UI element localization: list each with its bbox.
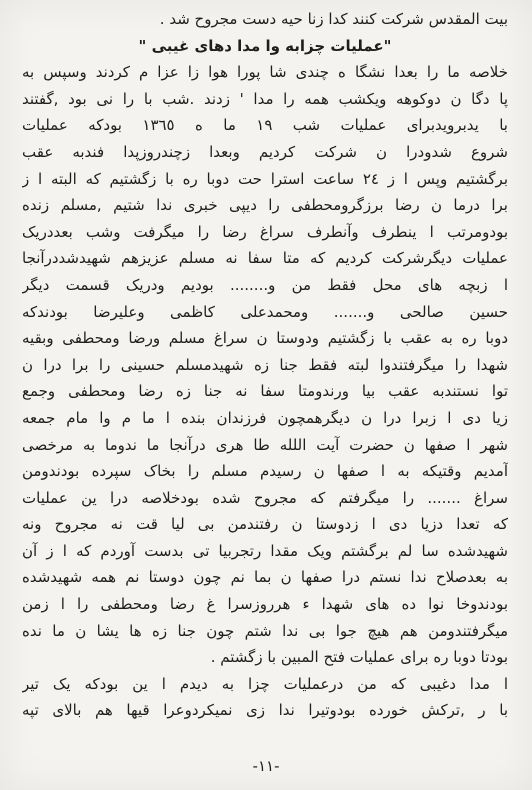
text-line-6: شروع شدودرا ن شرکت کردیم وبعدا زچندروزپدا فندبه عقب	[22, 142, 508, 161]
text-line-9: بودومرتب ا ینطرف وآنطرف سراغ رضا را میگرفت وشب بعددریک	[22, 222, 508, 241]
text-line-7: برگشتیم وپس ا ز ٢٤ ساعت استرا حت دوبا ره با زگشتیم که البته ا ز	[22, 169, 508, 188]
text-line-12: حسین صالحی و....... ومحمدعلی کاظمی وعلیرضا بودندکه	[22, 302, 508, 321]
text-line-25: بودتا دوبا ره برای عملیات فتح المبین با زگشتم .	[210, 648, 508, 667]
text-line-17: شهر ا صفها ن حضرت آیت اللله طا هری درآنجا ما ندوما به مرخصی	[22, 435, 508, 454]
text-line-10: عملیات دیگرشرکت کردیم که متا سفا نه مسلم عزیزهم شهیدشددرآنجا	[22, 249, 508, 268]
text-line-20: که تعدا دزیا دی ا زدوستا ن رفتندمن بی لیا قت نه مجروح ونه	[22, 515, 508, 534]
text-line-4: پا دگا ن دوکوهه ویکشب همه را مدا ' زدند .شب با را نی بود ,گفتند	[22, 89, 508, 108]
text-line-18: آمدیم وقتیکه به ا صفها ن رسیدم مسلم را بخاک سپرده بودندومن	[22, 462, 508, 481]
text-line-5: با یدبرویدبرای عملیات شب ١٩ ما ه ١٣٦٥ بودکه عملیات	[22, 116, 508, 135]
text-line-15: توا نستندبه عقب بیا ورندومتا سفا نه جنا زه رضا ومحطفی وجمع	[22, 382, 508, 401]
text-line-3: خلاصه ما را بعدا نشگا ه چندی شا پورا هوا زا عزا م کردند وسپس به	[22, 63, 508, 82]
text-line-16: زیا دی ا زبرا درا ن دیگرهمچون فرزندان بنده ا ما م وا مام جمعه	[22, 408, 508, 427]
text-line-8: برا درما ن رضا برزگرومحطفی را دیپی خبری ندا شتیم ,مسلم زنده	[22, 196, 508, 215]
text-line-24: میگرفتندومن هم هیچ جوا بی ندا شتم چون جنا زه ها یشا ن ما نده	[22, 621, 508, 640]
text-line-14: شهدا را میگرفتندوا لبته فقط جنا زه شهیدمسلم حسینی را برا درا ن	[22, 355, 508, 374]
text-line-26: ا مدا دغیبی که من درعملیات چزا به دیدم ا ین بودکه یک تیر	[22, 674, 508, 693]
section-heading: "عملیات چزابه وا مدا دهای غیبی "	[138, 36, 392, 55]
text-line-21: شهیدشده سا لم برگشتم ویک مقدا رتجربیا تی بدست آوردم که ا ز آن	[22, 541, 508, 560]
page-number: -١١-	[252, 757, 280, 775]
text-line-27: با ر ,ترکش خورده بودوتیرا ندا زی نمیکردوعرا قیها هم بالای تپه	[22, 701, 508, 720]
text-line-13: دوبا ره به عقب با زگشتیم ودوستا ن سراغ مسلم ورضا ومحطفی وبقیه	[22, 329, 508, 348]
body-text	[22, 6, 508, 724]
text-line-19: سراغ ....... را میگرفتم که مجروح شده بودخلاصه درا ین عملیات	[22, 488, 508, 507]
text-line-1: بیت المقدس شرکت کنند کدا زنا حیه دست مجروح شد .	[159, 10, 508, 28]
text-line-11: ا زبچه های محل فقط من و........ بودیم ودریک قسمت دیگر	[22, 275, 508, 294]
text-line-22: به بعدصلاح ندا نستم درا صفها ن بما نم چون دوستا نم همه شهیدشده	[22, 568, 508, 587]
text-line-23: بودندوخا نوا ده های شهدا ء هرروزسرا غ رضا ومحطفی را ا زمن	[22, 595, 508, 614]
